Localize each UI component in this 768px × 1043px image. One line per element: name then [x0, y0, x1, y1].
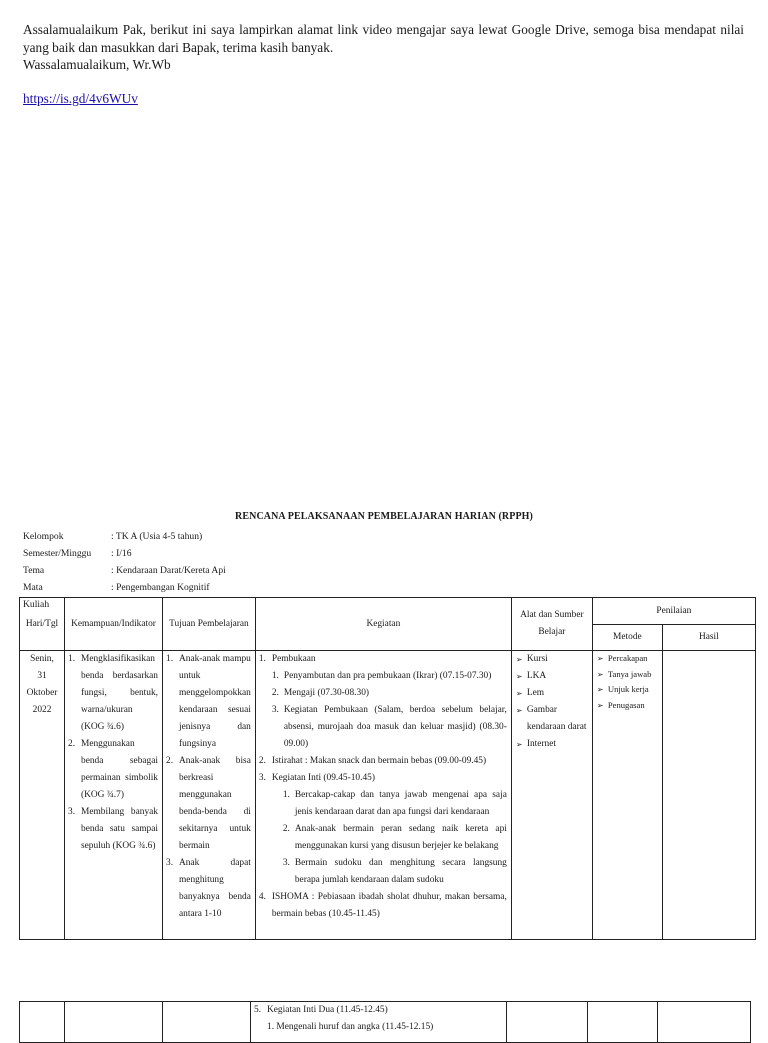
goal-list: [166, 651, 251, 923]
letter-paragraph: Assalamualaikum Pak, berikut ini saya lampirkan alamat link video mengajar saya lewat Google Drive, semoga bisa mendapat nilai yang baik dan masukkan dari Bapak, terima kasih banyak.: [23, 22, 744, 55]
activity-subitem: Penyambutan dan pra pembukaan (Ikrar) (07.15-07.30): [283, 671, 492, 681]
result-cell: [662, 651, 755, 940]
tools-list: [512, 651, 592, 753]
activity-subitem: Kegiatan Pembukaan (Salam, berdoa sebelum belajar, absensi, murojaah doa masuk dan keluar masjid) (08.30-09.00): [283, 705, 507, 749]
header-ability: Kemampuan/Indikator: [65, 598, 163, 651]
activity-item: [259, 651, 507, 753]
tools-cell: [511, 651, 592, 940]
rpph-table: [19, 597, 756, 940]
activity-core: Kegiatan Inti (09.45-10.45): [271, 773, 375, 783]
tool-item: ➢ LKA: [516, 668, 592, 685]
method-item: ➢ Unjuk kerja: [597, 682, 662, 698]
letter-text: [23, 21, 744, 74]
meta-value: : Pengembangan Kognitif: [111, 582, 210, 593]
activity-subitem: Anak-anak bermain peran sedang naik kereta api menggunakan kursi yang disusun berjejer ke belakang: [294, 824, 507, 851]
method-item: ➢ Penugasan: [597, 698, 662, 714]
ability-cell: [65, 1002, 163, 1043]
header-result: Hasil: [662, 625, 755, 651]
header-day: Hari/Tgl: [20, 598, 65, 651]
video-link[interactable]: https://is.gd/4v6WUv: [23, 91, 138, 106]
meta-value: : Kendaraan Darat/Kereta Api: [111, 565, 226, 576]
header-method: Metode: [592, 625, 662, 651]
goal-cell: [163, 1002, 251, 1043]
goal-item: Anak-anak mampu untuk menggelompokkan kendaraan sesuai jenisnya dan fungsinya: [179, 654, 251, 749]
meta-label: Tema: [23, 565, 45, 576]
result-cell: [658, 1002, 751, 1043]
activity-list: [259, 651, 507, 923]
activity-subitem: Bermain sudoku dan menghitung secara langsung berapa jumlah kendaraan dalam sudoku: [294, 858, 507, 885]
day-cell: [20, 651, 65, 940]
activity-cell: [251, 1002, 507, 1043]
activity-item: [259, 770, 507, 889]
rpph-title: RENCANA PELAKSANAAN PEMBELAJARAN HARIAN (RPPH): [235, 511, 533, 522]
method-cell: [588, 1002, 658, 1043]
day-date: 31: [37, 671, 47, 681]
tool-item: ➢ Internet: [516, 736, 592, 753]
meta-label: Kelompok: [23, 531, 64, 542]
activity-item: Istirahat : Makan snack dan bermain bebas (09.00-09.45): [271, 756, 487, 766]
activity-item: 5. Kegiatan Inti Dua (11.45-12.45): [254, 1002, 502, 1019]
tool-item: ➢ Kursi: [516, 651, 592, 668]
header-activity: Kegiatan: [255, 598, 511, 651]
rpph-table-continuation: [19, 1001, 751, 1043]
letter-closing: Wassalamualaikum, Wr.Wb: [23, 57, 171, 72]
goal-item: Anak dapat menghitung banyaknya benda antara 1-10: [179, 858, 251, 919]
activity-subitem: Bercakap-cakap dan tanya jawab mengenai apa saja jenis kendaraan darat dan apa fungsi dari kendaraan: [294, 790, 507, 817]
table-row: [20, 651, 756, 940]
meta-label: Mata Kuliah: [23, 582, 50, 610]
tool-item: ➢ Gambar kendaraan darat: [516, 702, 592, 736]
method-cell: [592, 651, 662, 940]
table-row: [20, 1002, 751, 1043]
day-cell: [20, 1002, 65, 1043]
tool-item: ➢ Lem: [516, 685, 592, 702]
activity-cell: [255, 651, 511, 940]
header-tools: Alat dan Sumber Belajar: [511, 598, 592, 651]
goal-item: Anak-anak bisa berkreasi menggunakan benda-benda di sekitarnya untuk bermain: [179, 756, 251, 851]
day-year: 2022: [32, 705, 52, 715]
activity-item: ISHOMA : Pebiasaan ibadah sholat dhuhur, makan bersama, bermain bebas (10.45-11.45): [271, 892, 507, 919]
ability-item: Menggunakan benda sebagai permainan simbolik (KOG ¾.7): [81, 739, 158, 800]
activity-list: [254, 1002, 502, 1019]
goal-cell: [163, 651, 256, 940]
day-month: Oktober: [26, 688, 58, 698]
meta-value: : I/16: [111, 548, 132, 559]
header-goal: Tujuan Pembelajaran: [163, 598, 256, 651]
meta-value: : TK A (Usia 4-5 tahun): [111, 531, 203, 542]
header-assessment: Penilaian: [592, 598, 755, 625]
tools-cell: [507, 1002, 588, 1043]
meta-label: Semester/Minggu: [23, 548, 92, 559]
core-sublist: [272, 787, 507, 889]
activity-subitem: 1. Mengenali huruf dan angka (11.45-12.15): [267, 1022, 434, 1032]
opening-sublist: [272, 668, 507, 753]
method-list: [593, 651, 662, 713]
day-name: Senin,: [30, 654, 54, 664]
method-item: ➢ Tanya jawab: [597, 667, 662, 683]
activity-opening: Pembukaan: [271, 654, 316, 664]
method-item: ➢ Percakapan: [597, 651, 662, 667]
ability-list: [68, 651, 158, 855]
activity-subitem: Mengaji (07.30-08.30): [283, 688, 369, 698]
ability-item: Mengklasifikasikan benda berdasarkan fungsi, bentuk, warna/ukuran (KOG ¾.6): [81, 654, 158, 732]
ability-cell: [65, 651, 163, 940]
ability-item: Membilang banyak benda satu sampai sepuluh (KOG ¾.6): [81, 807, 158, 851]
